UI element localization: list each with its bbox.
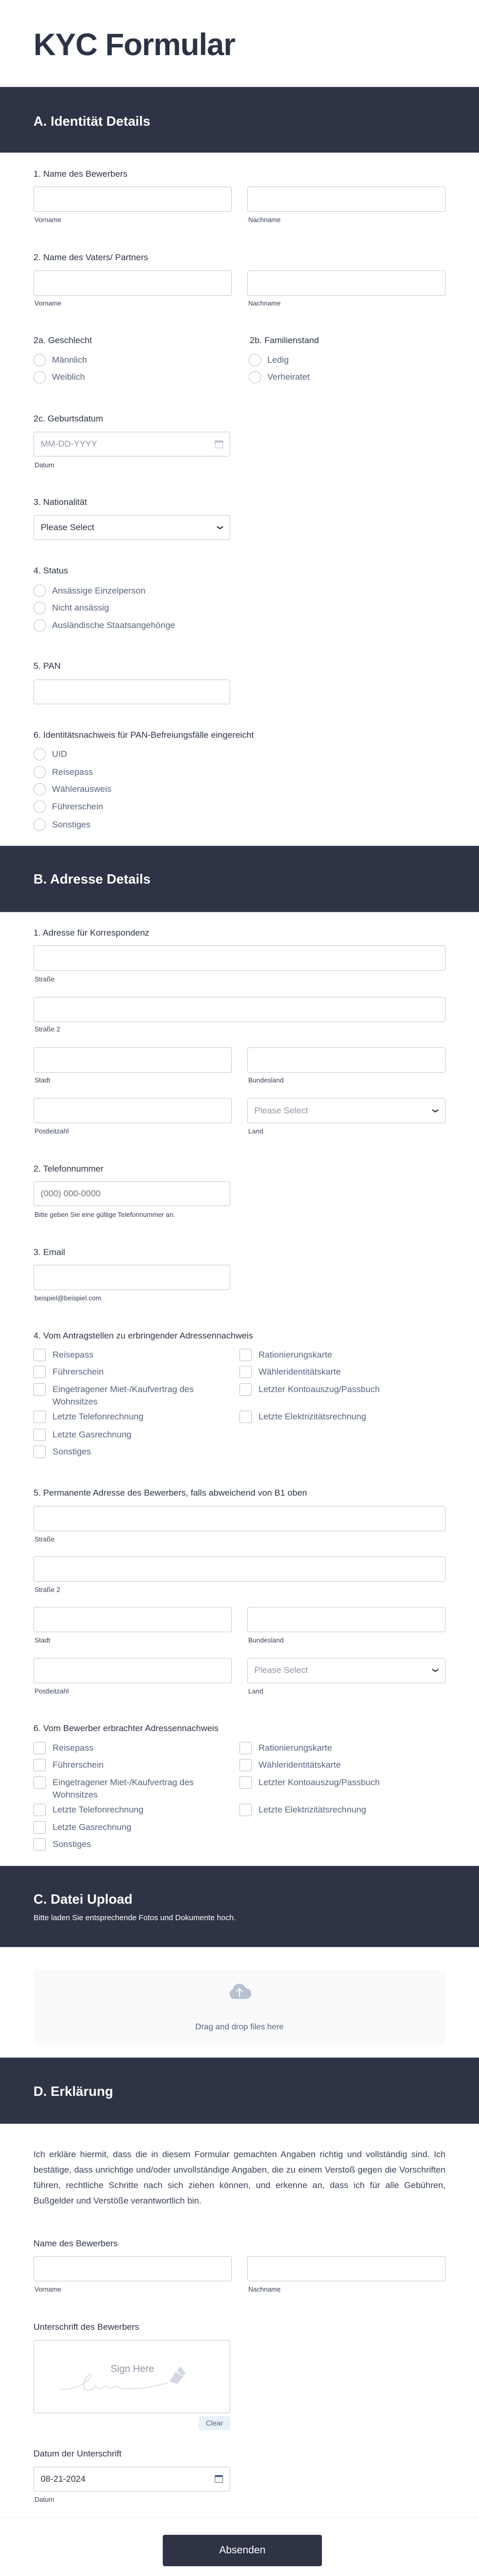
select-value: Please Select xyxy=(254,1105,308,1115)
option-label: Sonstiges xyxy=(53,1447,91,1457)
radio-icon[interactable] xyxy=(249,354,261,366)
section-header-a xyxy=(0,87,479,153)
checkbox-proof[interactable] xyxy=(33,1776,223,1801)
checkbox-proof[interactable] xyxy=(33,1804,143,1816)
email-hint: beispiel@beispiel.com xyxy=(35,1294,101,1302)
declaration-text: Ich erkläre hiermit, dass die in diesem Formular gemachten Angaben richtig und vollständig sind. Ich bestätige, dass unrichtige und/oder unvollständige Angaben, die zu einem Verstoß gegen die Vorschriften führen, rechtliche Schritte nach sich ziehen können, und erkenne an, dass ich für alle Gebühren, Bußgelder und Verstöße verantwortlich bin. xyxy=(33,2149,446,2206)
section-title: A. Identität Details xyxy=(33,113,150,129)
option-label: Letzte Telefonrechnung xyxy=(53,1412,144,1422)
option-label: Ledig xyxy=(267,354,289,365)
sublabel: Straße 2 xyxy=(35,1585,60,1594)
country-select[interactable] xyxy=(247,1658,446,1683)
applicant-last-name-input[interactable] xyxy=(247,187,446,212)
father-first-name-input[interactable] xyxy=(33,270,232,296)
option-label: Letzte Gasrechnung xyxy=(53,1429,132,1439)
checkbox-icon[interactable] xyxy=(33,1383,46,1396)
radio-male[interactable] xyxy=(33,354,87,366)
option-label: Letzte Elektrizitätsrechnung xyxy=(259,1412,366,1422)
sublabel: Nachname xyxy=(248,2285,281,2294)
radio-icon[interactable] xyxy=(33,585,46,597)
checkbox-proof[interactable] xyxy=(239,1759,341,1771)
father-name-label: 2. Name des Vaters/ Partners xyxy=(33,252,148,262)
radio-status[interactable] xyxy=(33,602,109,614)
date-placeholder: MM-DD-YYYY xyxy=(41,439,97,449)
radio-icon[interactable] xyxy=(33,783,46,795)
sublabel: Stadt xyxy=(35,1636,50,1645)
section-subtitle: Bitte laden Sie entsprechende Fotos und Dokumente hoch. xyxy=(33,1913,236,1922)
option-label: Reisepass xyxy=(52,767,93,777)
radio-status[interactable] xyxy=(33,585,145,597)
checkbox-icon[interactable] xyxy=(239,1383,252,1396)
email-label: 3. Email xyxy=(33,1247,65,1257)
checkbox-proof[interactable] xyxy=(239,1349,332,1361)
sublabel: Straße xyxy=(35,975,55,983)
option-label: Führerschein xyxy=(52,802,104,812)
checkbox-proof[interactable] xyxy=(33,1411,143,1423)
option-label: Letzte Elektrizitätsrechnung xyxy=(259,1805,366,1815)
radio-female[interactable] xyxy=(33,371,85,383)
id-proof-label: 6. Identitätsnachweis für PAN-Befreiungsfälle eingereicht xyxy=(33,730,254,740)
city-input[interactable] xyxy=(33,1047,232,1073)
gender-label: 2a. Geschlecht xyxy=(33,335,92,346)
birthdate-input[interactable] xyxy=(33,432,230,456)
checkbox-icon[interactable] xyxy=(239,1776,252,1789)
select-value: Please Select xyxy=(254,1665,308,1675)
sublabel: Bundesland xyxy=(248,1636,284,1645)
radio-married[interactable] xyxy=(249,371,310,383)
permanent-address-label: 5. Permanente Adresse des Bewerbers, falls abweichend von B1 oben xyxy=(33,1487,307,1498)
sublabel: Datum xyxy=(35,2496,55,2504)
date-value: 08-21-2024 xyxy=(41,2473,85,2484)
city-input[interactable] xyxy=(33,1607,232,1632)
street2-input[interactable] xyxy=(33,1556,446,1582)
option-label: Nicht ansässig xyxy=(52,603,109,613)
checkbox-icon[interactable] xyxy=(239,1742,252,1754)
checkbox-icon[interactable] xyxy=(33,1838,46,1851)
country-select[interactable] xyxy=(247,1098,446,1123)
radio-icon[interactable] xyxy=(33,766,46,778)
phone-label: 2. Telefonnummer xyxy=(33,1163,104,1174)
sublabel: Postleitzahl xyxy=(35,1687,69,1696)
sublabel: Stadt xyxy=(35,1076,50,1084)
checkbox-icon[interactable] xyxy=(33,1776,46,1789)
signature-date-input[interactable] xyxy=(33,2467,230,2492)
checkbox-proof[interactable] xyxy=(33,1366,104,1378)
option-label: Wähleridentitätskarte xyxy=(259,1367,341,1377)
option-label: Weiblich xyxy=(52,372,85,382)
email-input[interactable] xyxy=(33,1265,230,1290)
option-label: Führerschein xyxy=(53,1760,104,1770)
checkbox-icon[interactable] xyxy=(239,1349,252,1361)
option-label: Ausländische Staatsangehörige xyxy=(52,620,176,630)
chevron-down-icon: ❯ xyxy=(432,1668,439,1673)
street-input[interactable] xyxy=(33,1506,446,1531)
cloud-upload-icon xyxy=(227,1982,252,2000)
applicant-name-label: 1. Name des Bewerbers xyxy=(33,168,128,179)
checkbox-icon[interactable] xyxy=(33,1366,46,1378)
option-label: UID xyxy=(52,749,67,759)
checkbox-icon[interactable] xyxy=(33,1349,46,1361)
option-label: Rationierungskarte xyxy=(259,1349,332,1360)
checkbox-icon[interactable] xyxy=(239,1804,252,1816)
signature-pen-icon xyxy=(57,2361,212,2397)
checkbox-proof[interactable] xyxy=(239,1411,366,1423)
checkbox-proof[interactable] xyxy=(239,1804,366,1816)
option-label: Eingetragener Miet-/Kaufvertrag des Wohnsitzes xyxy=(53,1777,194,1800)
radio-icon[interactable] xyxy=(33,602,46,614)
checkbox-icon[interactable] xyxy=(239,1411,252,1423)
option-label: Wählerausweis xyxy=(52,784,112,794)
option-label: Wähleridentitätskarte xyxy=(259,1760,341,1770)
option-label: Verheiratet xyxy=(267,372,310,382)
pan-label: 5. PAN xyxy=(33,661,61,671)
sublabel: Vorname xyxy=(35,216,62,224)
checkbox-icon[interactable] xyxy=(33,1429,46,1441)
option-label: Ansässige Einzelperson xyxy=(52,585,146,596)
option-label: Rationierungskarte xyxy=(259,1742,332,1753)
checkbox-proof[interactable] xyxy=(239,1366,341,1378)
sublabel: Land xyxy=(248,1127,263,1135)
nationality-select[interactable] xyxy=(33,515,230,540)
checkbox-icon[interactable] xyxy=(33,1411,46,1423)
checkbox-proof[interactable] xyxy=(239,1383,380,1396)
divider xyxy=(0,2517,479,2518)
applicant-name-label: Name des Bewerbers xyxy=(33,2238,118,2248)
submit-button[interactable]: Absenden xyxy=(163,2535,322,2566)
section-header-d xyxy=(0,2057,479,2124)
option-label: Sonstiges xyxy=(53,1839,91,1850)
option-label: Führerschein xyxy=(53,1367,104,1377)
radio-id-proof[interactable] xyxy=(33,766,93,778)
chevron-down-icon: ❯ xyxy=(216,525,224,531)
calendar-icon[interactable] xyxy=(215,440,223,448)
checkbox-icon[interactable] xyxy=(239,1366,252,1378)
signature-date-label: Datum der Unterschrift xyxy=(33,2448,122,2459)
applicant-proof-label: 6. Vom Bewerber erbrachter Adressennachweis xyxy=(33,1723,219,1734)
option-label: Eingetragener Miet-/Kaufvertrag des Wohnsitzes xyxy=(53,1384,194,1407)
chevron-down-icon: ❯ xyxy=(432,1108,439,1113)
signature-pad[interactable] xyxy=(33,2340,230,2413)
section-header-b xyxy=(0,845,479,912)
correspondence-address-label: 1. Adresse für Korrespondenz xyxy=(33,928,149,938)
checkbox-proof[interactable] xyxy=(239,1776,380,1789)
option-label: Letzte Telefonrechnung xyxy=(53,1805,144,1815)
marital-status-label: 2b. Familienstand xyxy=(250,335,319,346)
signature-label: Unterschrift des Bewerbers xyxy=(33,2321,140,2332)
signature-field xyxy=(33,2340,230,2430)
radio-icon[interactable] xyxy=(249,371,261,383)
section-title: B. Adresse Details xyxy=(33,871,151,887)
checkbox-proof[interactable] xyxy=(33,1759,104,1771)
calendar-icon[interactable] xyxy=(215,2475,223,2483)
select-value: Please Select xyxy=(41,522,94,533)
checkbox-proof[interactable] xyxy=(239,1742,332,1754)
applicant-first-name-input[interactable] xyxy=(33,187,232,212)
zip-input[interactable] xyxy=(33,1658,232,1683)
clear-signature-button[interactable]: Clear xyxy=(199,2416,230,2430)
sublabel: Bundesland xyxy=(248,1076,284,1084)
checkbox-icon[interactable] xyxy=(33,1446,46,1458)
phone-hint: Bitte geben Sie eine gültige Telefonnummer an. xyxy=(35,1211,175,1219)
checkbox-proof[interactable] xyxy=(33,1446,91,1458)
checkbox-proof[interactable] xyxy=(33,1349,93,1361)
declaration-last-name-input[interactable] xyxy=(247,2256,446,2281)
dropzone-text: Drag and drop files here xyxy=(195,2023,284,2032)
birthdate-label: 2c. Geburtsdatum xyxy=(33,413,104,423)
checkbox-icon[interactable] xyxy=(33,1742,46,1754)
checkbox-icon[interactable] xyxy=(33,1759,46,1771)
radio-id-proof[interactable] xyxy=(33,801,103,813)
section-title: D. Erklärung xyxy=(33,2083,113,2099)
declaration-first-name-input[interactable] xyxy=(33,2256,232,2281)
checkbox-proof[interactable] xyxy=(33,1821,131,1834)
radio-icon[interactable] xyxy=(33,354,46,366)
option-label: Letzter Kontoauszug/Passbuch xyxy=(259,1384,380,1395)
radio-icon[interactable] xyxy=(33,619,46,632)
street2-input[interactable] xyxy=(33,997,446,1022)
sublabel: Nachname xyxy=(248,216,281,224)
phone-input[interactable] xyxy=(33,1181,230,1206)
page-title: KYC Formular xyxy=(33,27,235,62)
radio-icon[interactable] xyxy=(33,819,46,831)
section-title: C. Datei Upload xyxy=(33,1891,133,1907)
sublabel: Vorname xyxy=(35,299,62,308)
option-label: Reisepass xyxy=(53,1349,94,1360)
sublabel: Straße 2 xyxy=(35,1025,60,1033)
file-dropzone[interactable] xyxy=(33,1970,446,2044)
radio-icon[interactable] xyxy=(33,748,46,760)
checkbox-icon[interactable] xyxy=(33,1804,46,1816)
option-label: Männlich xyxy=(52,354,88,365)
radio-single[interactable] xyxy=(249,354,289,366)
checkbox-proof[interactable] xyxy=(33,1429,131,1441)
father-last-name-input[interactable] xyxy=(247,270,446,296)
sublabel: Land xyxy=(248,1687,263,1696)
pan-input[interactable] xyxy=(33,680,230,704)
sublabel: Nachname xyxy=(248,299,281,308)
status-label: 4. Status xyxy=(33,566,69,576)
checkbox-proof[interactable] xyxy=(33,1383,223,1408)
section-header-c xyxy=(0,1866,479,1947)
option-label: Reisepass xyxy=(53,1742,94,1753)
checkbox-proof[interactable] xyxy=(33,1742,93,1754)
zip-input[interactable] xyxy=(33,1098,232,1123)
checkbox-icon[interactable] xyxy=(239,1759,252,1771)
option-label: Sonstiges xyxy=(52,819,91,829)
sublabel: Datum xyxy=(35,461,55,469)
radio-id-proof[interactable] xyxy=(33,819,91,831)
street-input[interactable] xyxy=(33,945,446,971)
sublabel: Vorname xyxy=(35,2285,62,2294)
checkbox-icon[interactable] xyxy=(33,1821,46,1834)
option-label: Letzte Gasrechnung xyxy=(53,1822,132,1832)
address-proof-label: 4. Vom Antragstellen zu erbringender Adressennachweis xyxy=(33,1330,253,1341)
state-input[interactable] xyxy=(247,1047,446,1073)
radio-status[interactable] xyxy=(33,619,175,632)
nationality-label: 3. Nationalität xyxy=(33,497,87,507)
state-input[interactable] xyxy=(247,1607,446,1632)
radio-id-proof[interactable] xyxy=(33,783,111,795)
sublabel: Straße xyxy=(35,1535,55,1543)
checkbox-proof[interactable] xyxy=(33,1838,91,1851)
radio-icon[interactable] xyxy=(33,371,46,383)
sublabel: Postleitzahl xyxy=(35,1127,69,1135)
radio-icon[interactable] xyxy=(33,801,46,813)
radio-id-proof[interactable] xyxy=(33,748,67,760)
option-label: Letzter Kontoauszug/Passbuch xyxy=(259,1777,380,1787)
sign-here-text: Sign Here xyxy=(110,2363,155,2375)
